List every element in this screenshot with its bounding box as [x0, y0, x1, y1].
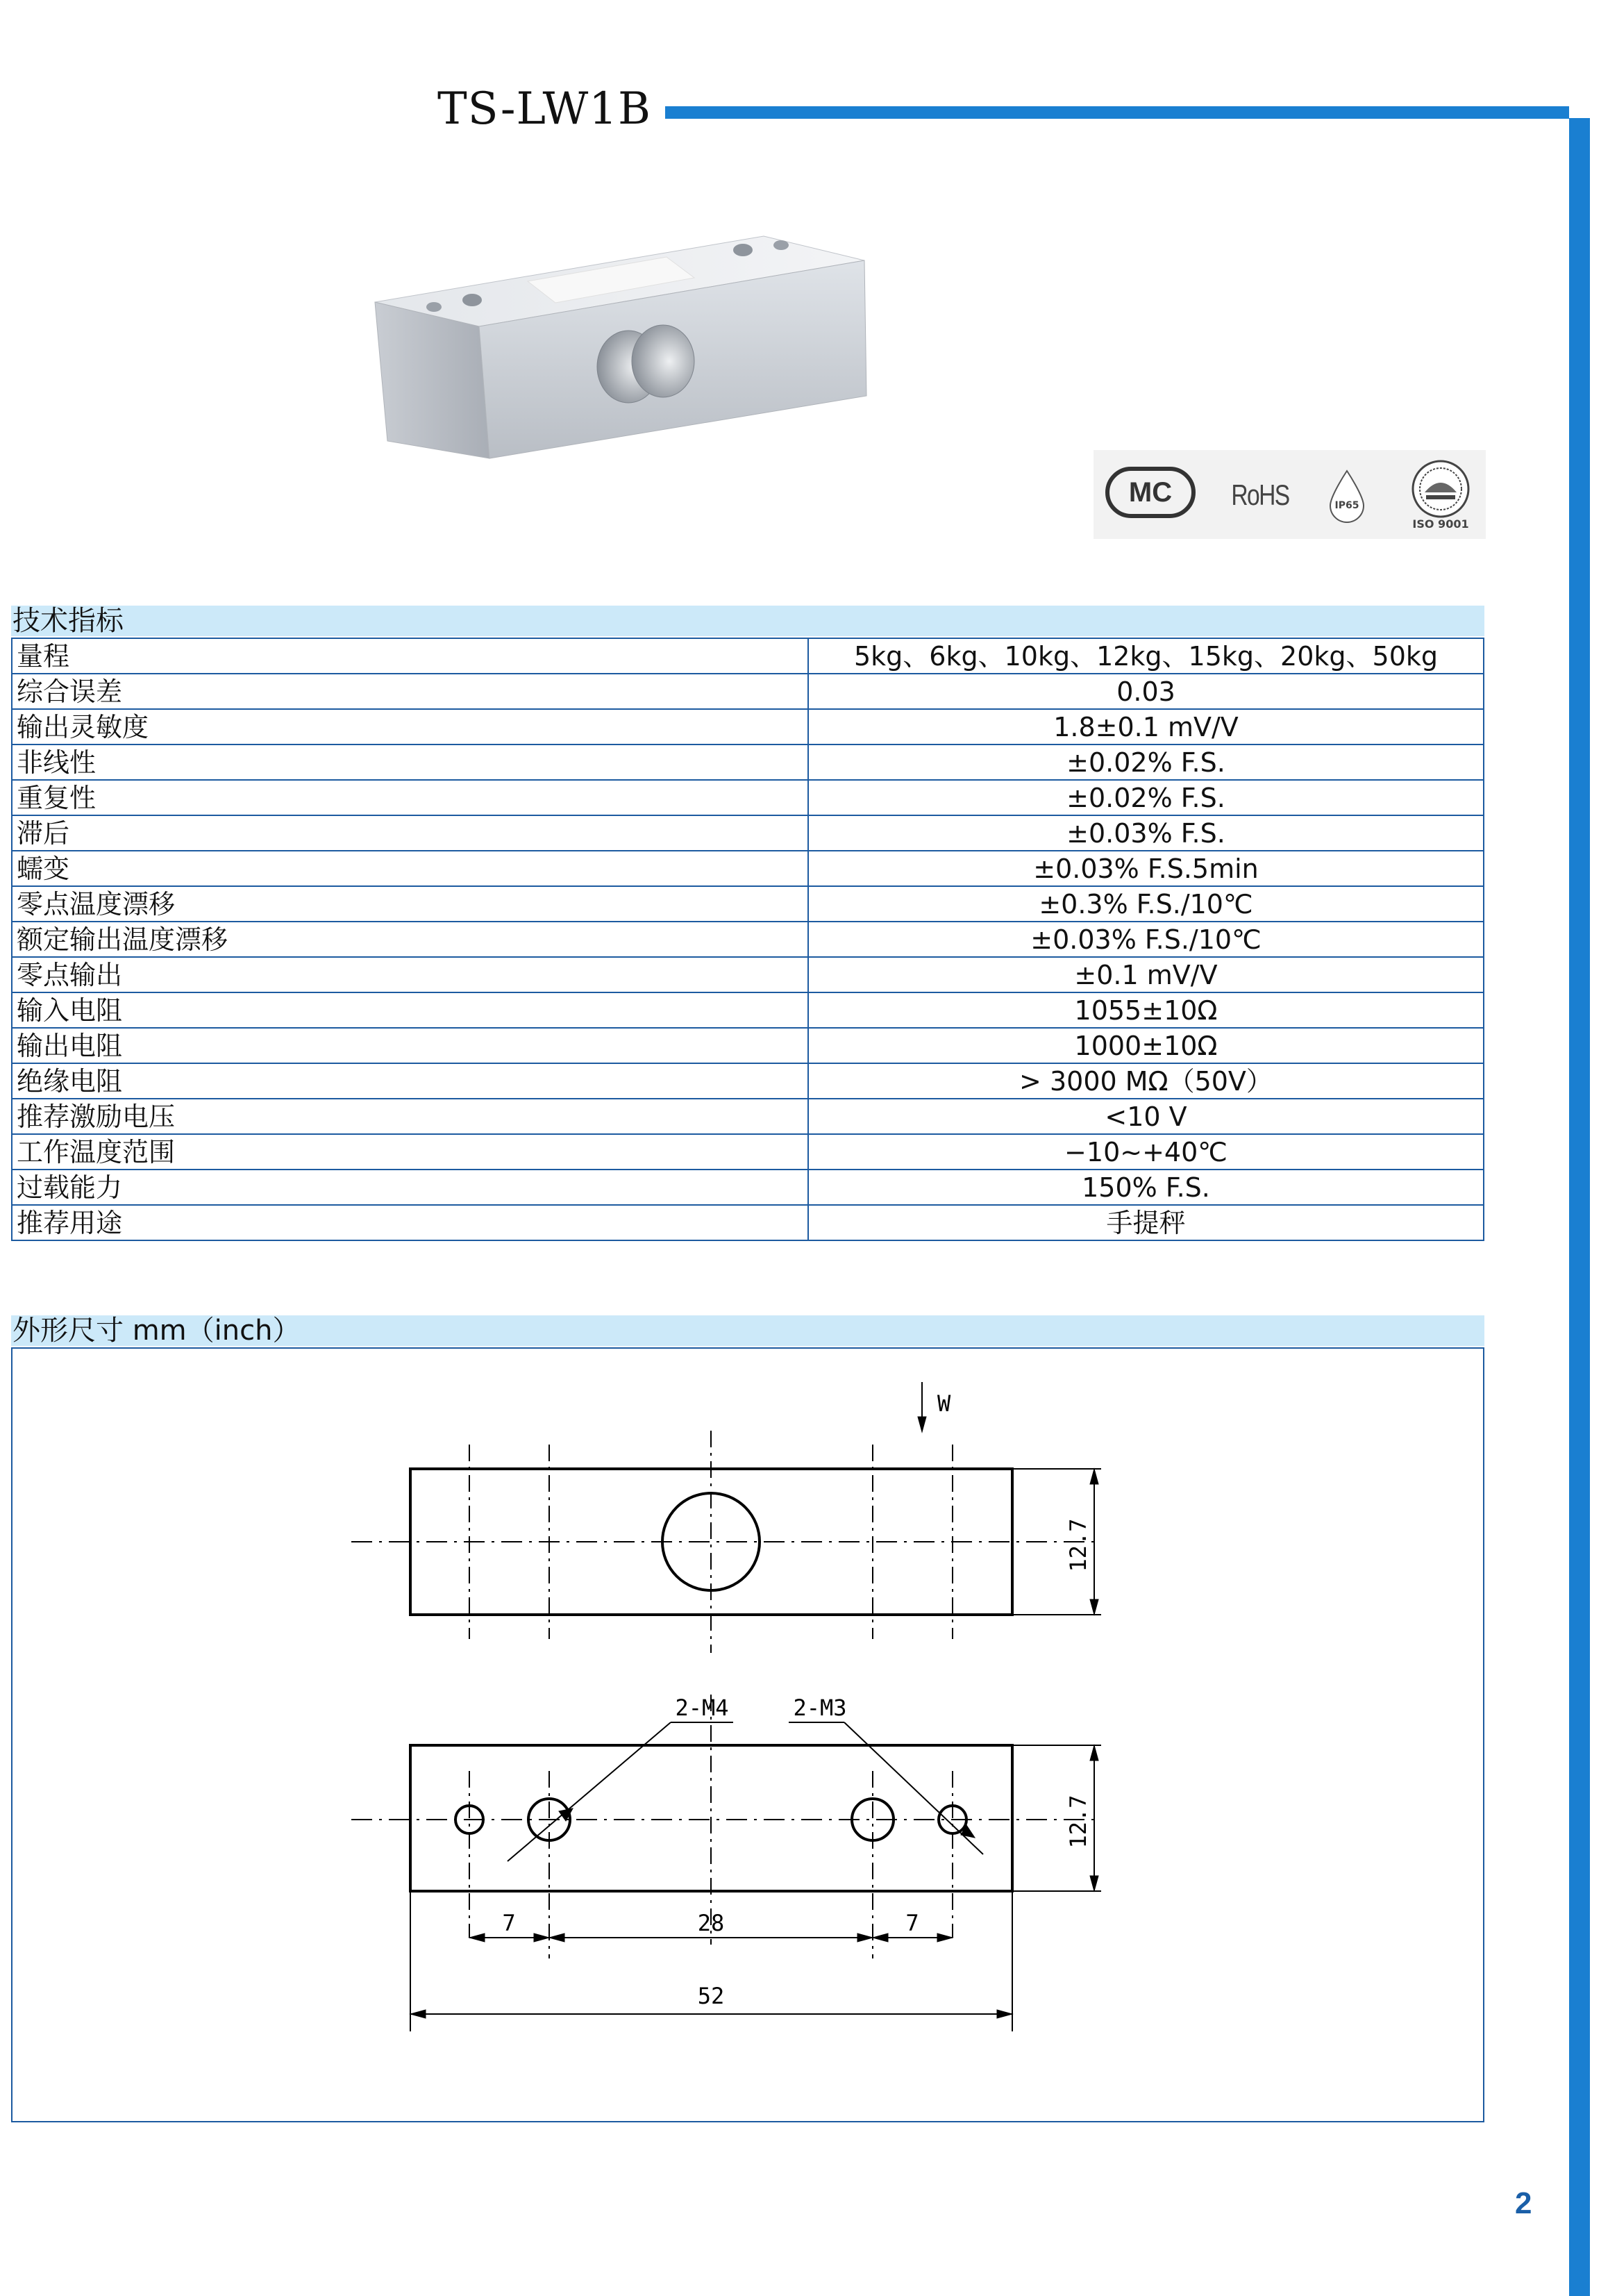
spec-label: 推荐用途 [12, 1205, 808, 1240]
spec-value: 手提秤 [808, 1205, 1484, 1240]
spec-label: 绝缘电阻 [12, 1063, 808, 1099]
spec-label: 额定输出温度漂移 [12, 922, 808, 957]
spec-value: ±0.03% F.S. [808, 815, 1484, 851]
thread-m3-label: 2-M3 [793, 1695, 847, 1721]
dimension-drawing [11, 1347, 1484, 2122]
product-model-title: TS-LW1B [437, 83, 651, 135]
dim-left-offset: 7 [502, 1910, 516, 1936]
spec-row [12, 1205, 1484, 1240]
ip65-text: IP65 [1334, 500, 1359, 511]
spec-value: 5kg、6kg、10kg、12kg、15kg、20kg、50kg [808, 638, 1484, 674]
spec-value: 1000±10Ω [808, 1028, 1484, 1063]
spec-value: 1055±10Ω [808, 992, 1484, 1028]
side-accent-bar [1569, 118, 1590, 2296]
ip65-logo [1316, 461, 1378, 531]
spec-label: 滞后 [12, 815, 808, 851]
spec-row [12, 780, 1484, 815]
spec-value: > 3000 MΩ（50V） [808, 1063, 1484, 1099]
spec-label: 零点输出 [12, 957, 808, 992]
spec-row [12, 1170, 1484, 1205]
spec-label: 工作温度范围 [12, 1134, 808, 1170]
spec-label: 重复性 [12, 780, 808, 815]
spec-label: 输入电阻 [12, 992, 808, 1028]
spec-value: ±0.3% F.S./10℃ [808, 886, 1484, 922]
spec-label: 量程 [12, 638, 808, 674]
spec-row [12, 992, 1484, 1028]
iso-seal-icon [1411, 459, 1471, 519]
spec-row [12, 815, 1484, 851]
ccc-mark-text: MC [1105, 467, 1196, 518]
spec-row [12, 709, 1484, 744]
spec-row [12, 886, 1484, 922]
spec-value: 0.03 [808, 674, 1484, 709]
spec-value: ±0.03% F.S./10℃ [808, 922, 1484, 957]
spec-row [12, 638, 1484, 674]
spec-value: 1.8±0.1 mV/V [808, 709, 1484, 744]
spec-value: −10~+40℃ [808, 1134, 1484, 1170]
dim-right-offset: 7 [905, 1910, 919, 1936]
spec-row [12, 1099, 1484, 1134]
thread-m4-label: 2-M4 [675, 1695, 729, 1721]
spec-label: 输出灵敏度 [12, 709, 808, 744]
iso-text: ISO 9001 [1412, 517, 1469, 531]
header-accent-bar [665, 106, 1569, 119]
spec-label: 蠕变 [12, 851, 808, 886]
spec-row [12, 922, 1484, 957]
page-number: 2 [1515, 2186, 1532, 2220]
dim-overall-length: 52 [697, 1983, 725, 2009]
iso-9001-logo [1399, 453, 1482, 536]
spec-row [12, 957, 1484, 992]
side-view-height-label: 12.7 [1065, 1518, 1091, 1572]
spec-section-header: 技术指标 [11, 606, 1484, 636]
spec-table [11, 638, 1484, 1241]
spec-row [12, 744, 1484, 780]
water-drop-icon [1326, 468, 1368, 524]
spec-value: <10 V [808, 1099, 1484, 1134]
spec-label: 输出电阻 [12, 1028, 808, 1063]
dim-hole-spacing: 28 [697, 1910, 725, 1936]
ccc-mark-logo [1102, 461, 1199, 524]
spec-row [12, 1028, 1484, 1063]
spec-label: 推荐激励电压 [12, 1099, 808, 1134]
spec-value: ±0.02% F.S. [808, 744, 1484, 780]
spec-label: 过载能力 [12, 1170, 808, 1205]
rohs-logo: RoHS [1231, 479, 1289, 511]
certification-logos [1094, 450, 1486, 539]
spec-row [12, 674, 1484, 709]
load-cell-product-photo [368, 222, 875, 479]
spec-label: 非线性 [12, 744, 808, 780]
spec-row [12, 1063, 1484, 1099]
top-view-height-label: 12.7 [1065, 1795, 1091, 1849]
spec-label: 零点温度漂移 [12, 886, 808, 922]
spec-row [12, 851, 1484, 886]
spec-label: 综合误差 [12, 674, 808, 709]
load-direction-label: W [937, 1390, 951, 1417]
dimension-section-header: 外形尺寸 mm（inch） [11, 1315, 1484, 1346]
spec-value: ±0.02% F.S. [808, 780, 1484, 815]
spec-row [12, 1134, 1484, 1170]
spec-value: ±0.03% F.S.5min [808, 851, 1484, 886]
spec-value: 150% F.S. [808, 1170, 1484, 1205]
spec-value: ±0.1 mV/V [808, 957, 1484, 992]
